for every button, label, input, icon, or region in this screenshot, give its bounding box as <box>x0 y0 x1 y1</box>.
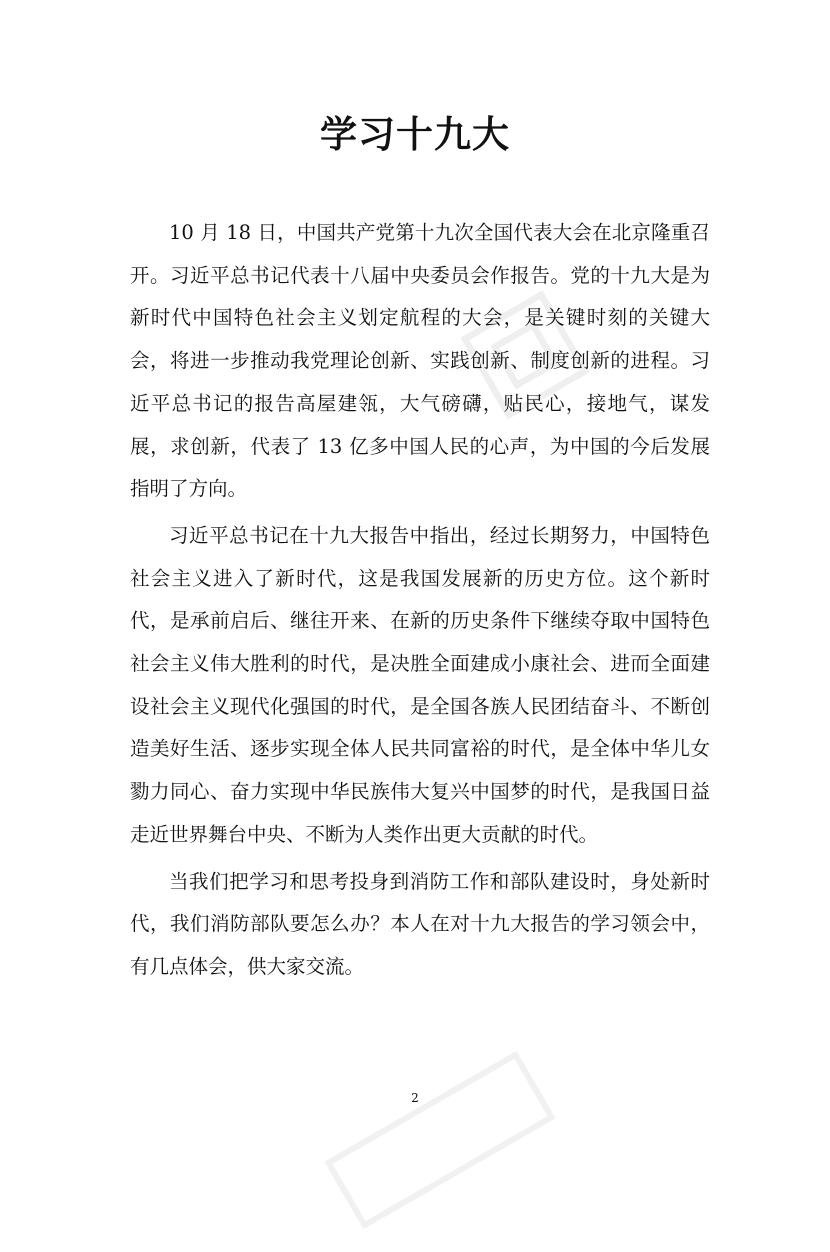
document-body <box>130 212 710 993</box>
paragraph-3: 当我们把学习和思考投身到消防工作和部队建设时，身处新时代，我们消防部队要怎么办？本人在对十九大报告的学习领会中，有几点体会，供大家交流。 <box>130 869 710 978</box>
page-number: 2 <box>411 1091 419 1105</box>
watermark-icon-bottom <box>306 1028 574 1252</box>
paragraph-1: 10 月 18 日，中国共产党第十九次全国代表大会在北京隆重召开。习近平总书记代表十八届中央委员会作报告。党的十九大是为新时代中国特色社会主义划定航程的大会，是关键时刻的关键大会，将进一步推动我党理论创新、实践创新、制度创新的进程。习近平总书记的报告高屋建瓴，大气磅礴，贴民心，接地气，谋发展，求创新，代表了 13 亿多中国人民的心声，为中国的今后发展指明了方向。 <box>130 221 710 501</box>
paragraph-2: 习近平总书记在十九大报告中指出，经过长期努力，中国特色社会主义进入了新时代，这是我国发展新的历史方位。这个新时代，是承前启后、继往开来、在新的历史条件下继续夺取中国特色社会主义伟大胜利的时代，是决胜全面建成小康社会、进而全面建设社会主义现代化强国的时代，是全国各族人民团结奋斗、不断创造美好生活、逐步实现全体人民共同富裕的时代，是全体中华儿女勠力同心、奋力实现中华民族伟大复兴中国梦的时代，是我国日益走近世界舞台中央、不断为人类作出更大贡献的时代。 <box>130 523 710 846</box>
document-title: 学习十九大 <box>320 112 510 156</box>
